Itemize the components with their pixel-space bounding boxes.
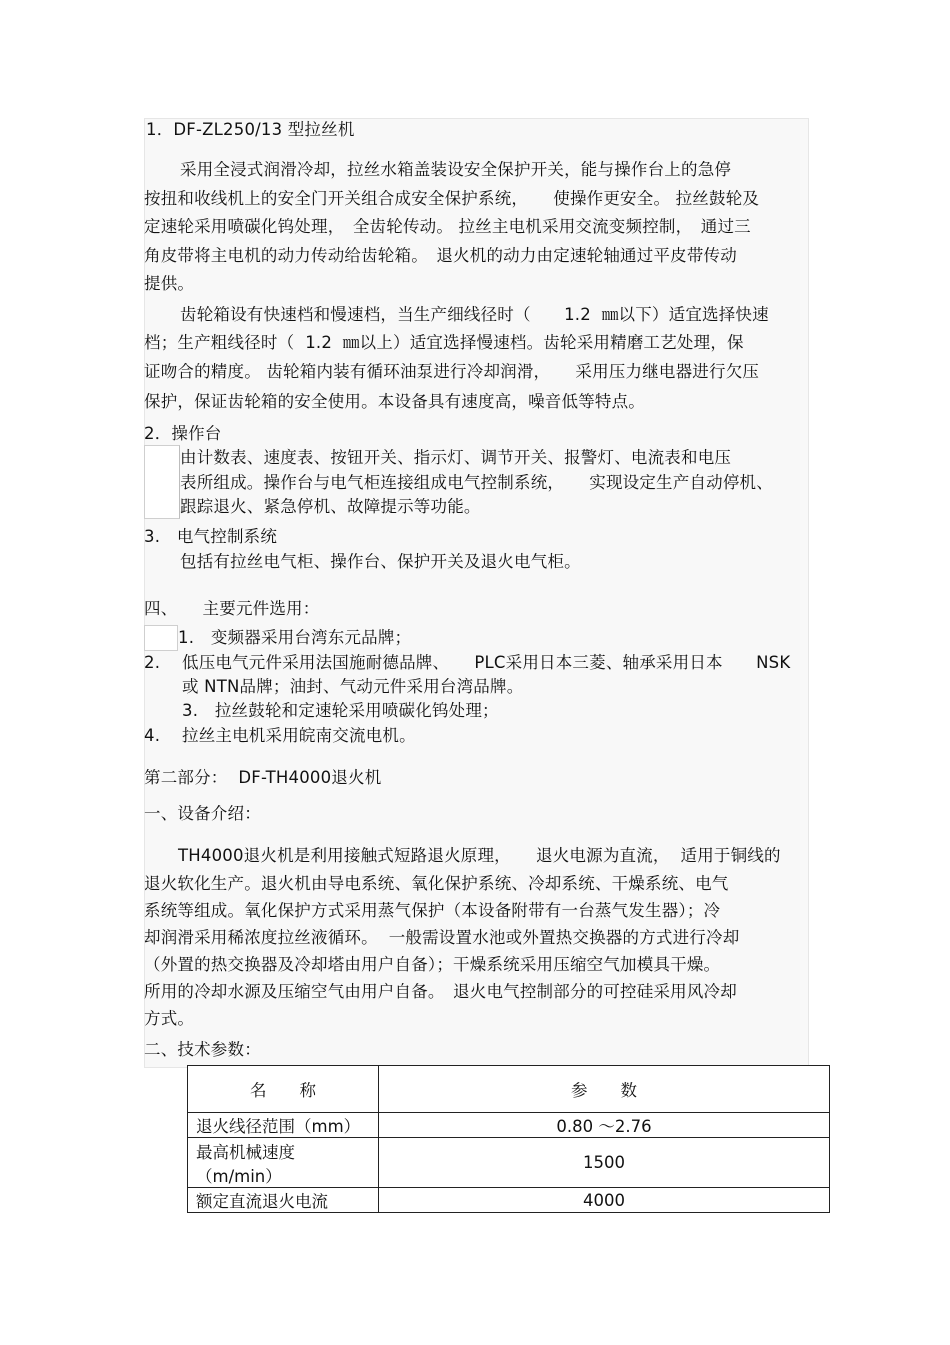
section4-heading: 四、 主要元件选用： (144, 599, 320, 618)
part2-intro-line2: 退火软化生产。退火机由导电系统、氧化保护系统、冷却系统、干燥系统、电气 (144, 874, 729, 893)
part2-intro-line5: （外置的热交换器及冷却塔由用户自备）；干燥系统采用压缩空气加模具干燥。 (144, 955, 721, 974)
section1-para2-line4: 保护，保证齿轮箱的安全使用。本设备具有速度高，噪音低等特点。 (144, 392, 645, 411)
table-cell-name: 退火线径范围（mm） (188, 1113, 379, 1138)
section1-para1-line1: 采用全浸式润滑冷却，拉丝水箱盖装设安全保护开关，能与操作台上的急停 (180, 160, 732, 179)
section2-line3: 跟踪退火、紧急停机、故障提示等功能。 (180, 497, 481, 516)
section4-item4-number: 4. (144, 726, 161, 745)
section4-item2-line2: 或 NTN品牌；油封、气动元件采用台湾品牌。 (182, 677, 524, 696)
part2-params-heading: 二、技术参数： (144, 1040, 261, 1059)
table-cell-name-line1: 最高机械速度 (196, 1142, 295, 1162)
part2-intro-line1: TH4000退火机是利用接触式短路退火原理， 退火电源为直流， 适用于铜线的 (178, 846, 781, 865)
table-header-value: 参 数 (379, 1066, 830, 1113)
section3-line: 包括有拉丝电气柜、操作台、保护开关及退火电气柜。 (180, 552, 581, 571)
section4-indent-box (144, 625, 178, 651)
part2-intro-line7: 方式。 (144, 1009, 195, 1028)
section2-heading: 2．操作台 (144, 424, 222, 443)
section1-para1-line4: 角皮带将主电机的动力传动给齿轮箱。 退火机的动力由定速轮轴通过平皮带传动 (144, 246, 737, 265)
section1-para2-line3: 证吻合的精度。 齿轮箱内装有循环油泵进行冷却润滑， 采用压力继电器进行欠压 (144, 362, 760, 381)
section2-indent-box (144, 445, 180, 519)
section2-line1: 由计数表、速度表、按钮开关、指示灯、调节开关、报警灯、电流表和电压 (180, 448, 732, 467)
section4-item4: 拉丝主电机采用皖南交流电机。 (182, 726, 416, 745)
section1-para1-line3: 定速轮采用喷碳化钨处理， 全齿轮传动。 拉丝主电机采用交流变频控制， 通过三 (144, 217, 751, 236)
part2-intro-line4: 却润滑采用稀浓度拉丝液循环。 一般需设置水池或外置热交换器的方式进行冷却 (144, 928, 740, 947)
part2-intro-line3: 系统等组成。氧化保护方式采用蒸气保护（本设备附带有一台蒸气发生器）；冷 (144, 901, 721, 920)
table-cell-name-line2: （m/min） (196, 1166, 282, 1186)
table-cell-value: 4000 (379, 1188, 830, 1213)
part2-intro-heading: 一、设备介绍： (144, 804, 261, 823)
section1-para1-line5: 提供。 (144, 274, 195, 293)
part2-intro-line6: 所用的冷却水源及压缩空气由用户自备。 退火电气控制部分的可控硅采用风冷却 (144, 982, 737, 1001)
params-table (187, 1065, 830, 1213)
table-row (188, 1113, 830, 1138)
section4-item1: 1. 变频器采用台湾东元品牌； (178, 628, 412, 647)
table-header-name: 名 称 (188, 1066, 379, 1113)
table-header-row (188, 1066, 830, 1113)
table-cell-value: 0.80 ～2.76 (379, 1113, 830, 1138)
section4-item2-line1: 低压电气元件采用法国施耐德品牌、 PLC采用日本三菱、轴承采用日本 NSK (182, 653, 791, 672)
section2-line2: 表所组成。操作台与电气柜连接组成电气控制系统， 实现设定生产自动停机、 (180, 473, 773, 492)
table-cell-name (188, 1138, 379, 1188)
section1-para2-line2: 档；生产粗线径时（ 1.2 ㎜以上）适宜选择慢速档。齿轮采用精磨工艺处理，保 (144, 333, 744, 352)
section1-para2-line1: 齿轮箱设有快速档和慢速档，当生产细线径时（ 1.2 ㎜以下）适宜选择快速 (180, 305, 769, 324)
part2-heading: 第二部分： DF-TH4000退火机 (144, 768, 382, 787)
table-row (188, 1188, 830, 1213)
section3-heading: 3. 电气控制系统 (144, 527, 278, 546)
section4-item3: 3. 拉丝鼓轮和定速轮采用喷碳化钨处理； (182, 701, 499, 720)
table-cell-value: 1500 (379, 1138, 830, 1188)
section4-item2-number: 2. (144, 653, 161, 672)
section1-heading: 1．DF-ZL250/13 型拉丝机 (146, 120, 355, 139)
section1-para1-line2: 按扭和收线机上的安全门开关组合成安全保护系统， 使操作更安全。 拉丝鼓轮及 (144, 189, 760, 208)
table-row (188, 1138, 830, 1188)
table-cell-name: 额定直流退火电流 (188, 1188, 379, 1213)
